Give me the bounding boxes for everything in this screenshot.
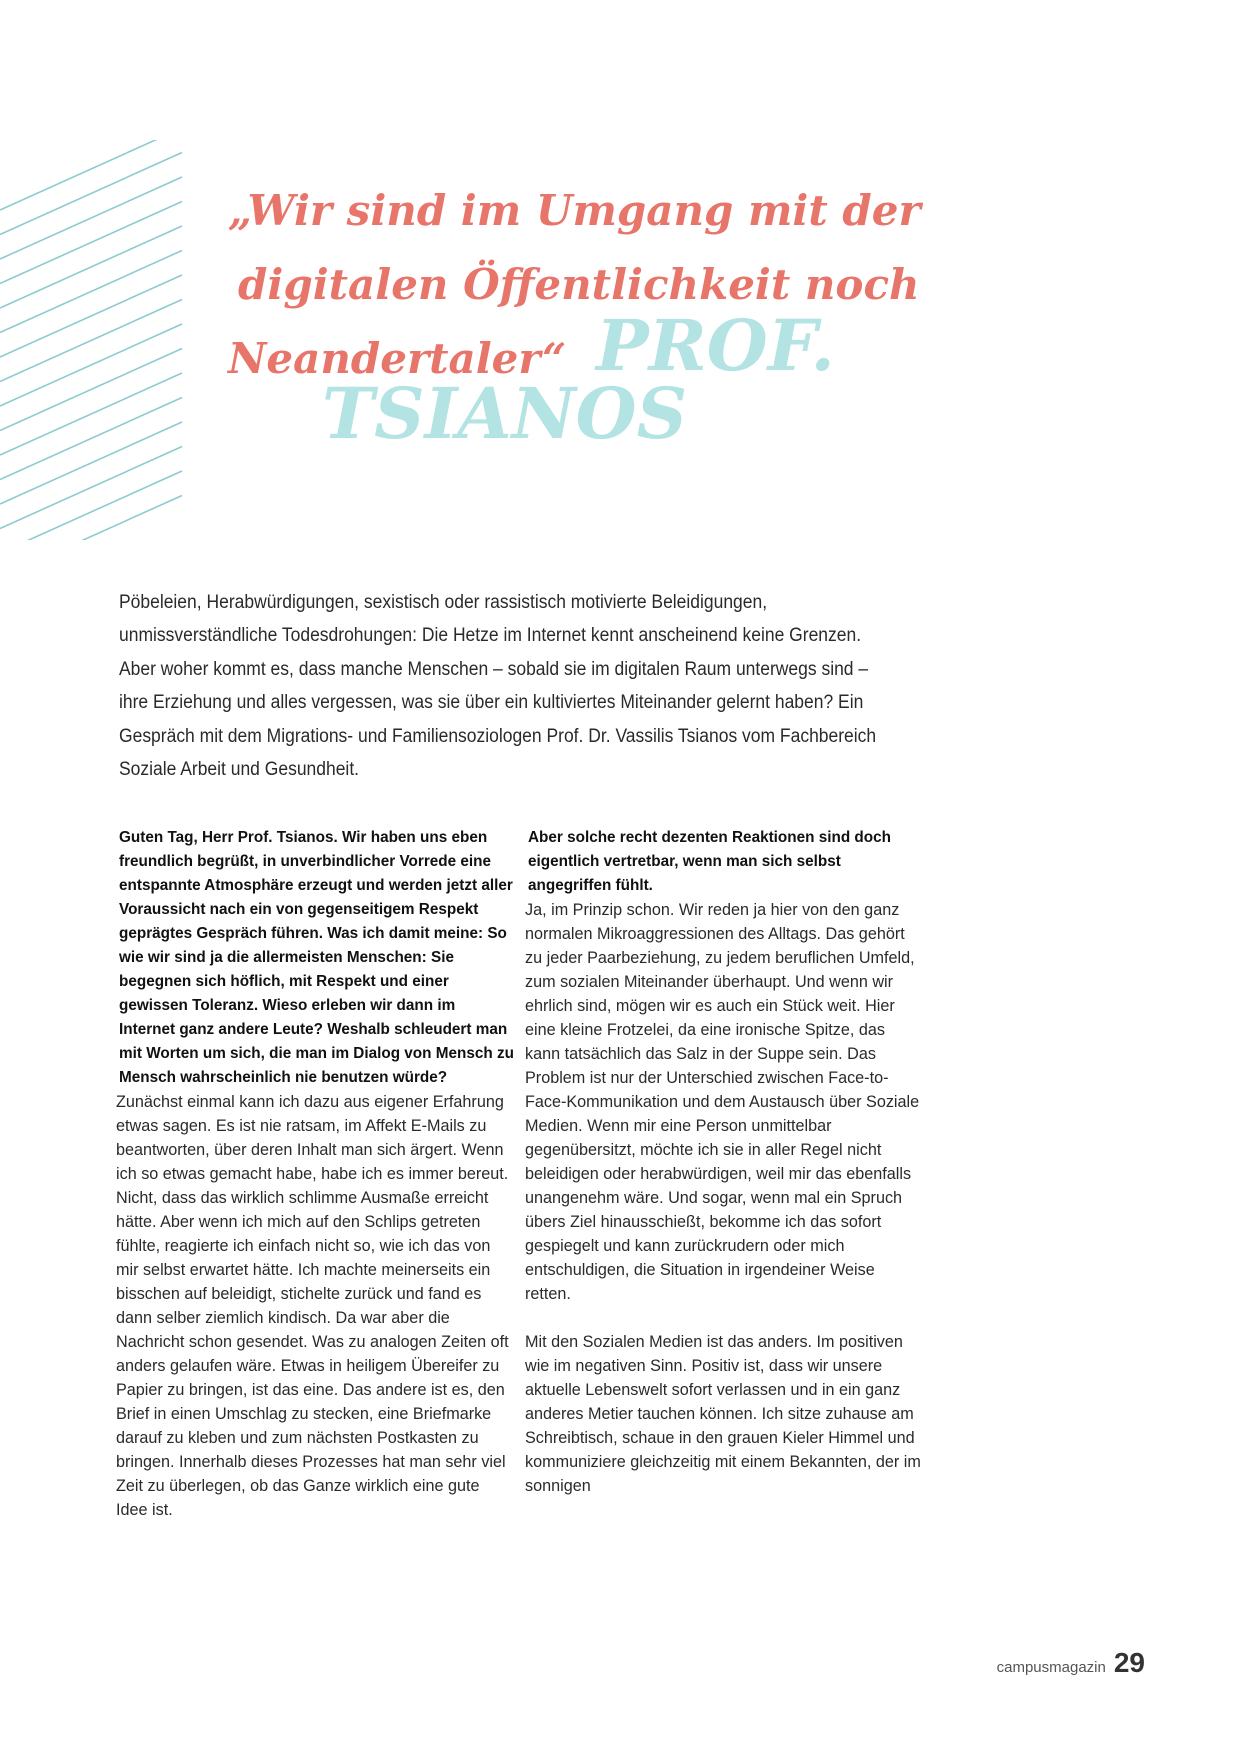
author-name: TSIANOS [322,372,688,455]
left-column [116,826,514,1522]
stripe-line [0,471,182,540]
intro-paragraph: Pöbeleien, Herabwürdigungen, sexistisch oder rassistisch motivierte Beleidigungen, unmissverständliche Todesdrohungen: Die Hetze im Internet kennt anscheinend keine Grenzen. Aber woher kommt es, dass manche Menschen – sobald sie im digitalen Raum unterwegs sind – ihre Erziehung und alles vergessen, was sie über ein kultiviertes Miteinander gelernt haben? Ein Gespräch mit dem Migrations- und Familiensoziologen Prof. Dr. Vassilis Tsianos vom Fachbereich Soziale Arbeit und Gesundheit. [119,592,877,781]
right-column [525,826,923,1498]
stripe-line [0,422,182,504]
interview-question: Aber solche recht dezenten Reaktionen sind doch eigentlich vertretbar, wenn man sich selbst angegriffen fühlt. [528,829,891,894]
stripe-line [0,349,182,431]
stripe-line [0,226,182,308]
headline-line-1: „Wir sind im Umgang mit der [228,186,921,235]
page-number: 29 [1113,1647,1145,1678]
decorative-stripes [0,140,185,540]
stripe-line [0,251,182,333]
interview-answer: Ja, im Prinzip schon. Wir reden ja hier von den ganz normalen Mikroaggressionen des Alltags. Das gehört zu jeder Paarbeziehung, zu jedem beruflichen Umfeld, zum sozialen Miteinander überhaupt. Und wenn wir ehrlich sind, mögen wir es auch ein Stück weit. Hier eine kleine Frotzelei, da eine ironische Spitze, das kann tatsächlich das Salz in der Suppe sein. Das Problem ist nur der Unterschied zwischen Face-to-Face-Kommunikation und dem Austausch über Soziale Medien. Wenn mir eine Person unmittelbar gegenübersitzt, möchte ich sie in aller Regel nicht beleidigen oder herabwürdigen, weil mir das ebenfalls unangenehm wäre. Und sogar, wenn mal ein Spruch übers Ziel hinausschießt, bekomme ich das sofort gespiegelt und kann zurückrudern oder mich entschuldigen, die Situation in irgendeiner Weise retten. [525,901,920,1303]
interview-answer: Zunächst einmal kann ich dazu aus eigener Erfahrung etwas sagen. Es ist nie ratsam, im Affekt E-Mails zu beantworten, über deren Inhalt man sich ärgert. Wenn ich so etwas gemacht habe, habe ich es immer bereut. Nicht, dass das wirklich schlimme Ausmaße erreicht hätte. Aber wenn ich mich auf den Schlips getreten fühlte, reagierte ich einfach nicht so, wie ich das von mir selbst erwartet hätte. Ich machte meinerseits ein bisschen auf beleidigt, stichelte zurück und fand es dann selber ziemlich kindisch. Da war aber die Nachricht schon gesendet. Was zu analogen Zeiten oft anders gelaufen wäre. Etwas in heiligem Übereifer zu Papier zu bringen, ist das eine. Das andere ist es, den Brief in einen Umschlag zu stecken, eine Briefmarke darauf zu kleben und zum nächsten Postkasten zu bringen. Innerhalb dieses Prozesses hat man sehr viel Zeit zu überlegen, ob das Ganze wirklich eine gute Idee ist. [116,1093,509,1519]
author-title: PROF. [596,304,835,387]
stripe-line [0,398,182,480]
headline-line-3: Neandertaler“ [228,334,567,383]
paragraph-gap [528,1306,923,1330]
stripe-line [0,177,182,259]
stripe-line [0,324,182,406]
stripe-line [0,140,182,210]
page-footer [997,1647,1145,1679]
stripe-line [0,373,182,455]
interview-question: Guten Tag, Herr Prof. Tsianos. Wir haben uns eben freundlich begrüßt, in unverbindlicher Vorrede eine entspannte Atmosphäre erzeugt und werden jetzt aller Voraussicht nach ein von gegenseitigem Respekt geprägtes Gespräch führen. Was ich damit meine: So wie wir sind ja die allermeisten Menschen: Sie begegnen sich höflich, mit Respekt und einer gewissen Toleranz. Wieso erleben wir dann im Internet ganz andere Leute? Weshalb schleudert man mit Worten um sich, die man im Dialog von Mensch zu Mensch wahrscheinlich nie benutzen würde? [119,829,514,1086]
stripe-line [0,202,182,284]
stripe-line [0,153,182,235]
interview-answer-continued: Mit den Sozialen Medien ist das anders. Im positiven wie im negativen Sinn. Positiv ist, dass wir unsere aktuelle Lebenswelt sofort verlassen und in ein ganz anderes Metier tauchen können. Ich sitze zuhause am Schreibtisch, schaue in den grauen Kieler Himmel und kommuniziere gleichzeitig mit einem Bekannten, der im sonnigen [525,1333,921,1495]
headline-line-2: digitalen Öffentlichkeit noch [238,260,920,309]
stripe-line [0,300,182,382]
magazine-name: campusmagazin [996,1659,1106,1676]
stripe-line [0,275,182,357]
stripe-line [0,447,182,529]
stripe-line [0,496,182,541]
